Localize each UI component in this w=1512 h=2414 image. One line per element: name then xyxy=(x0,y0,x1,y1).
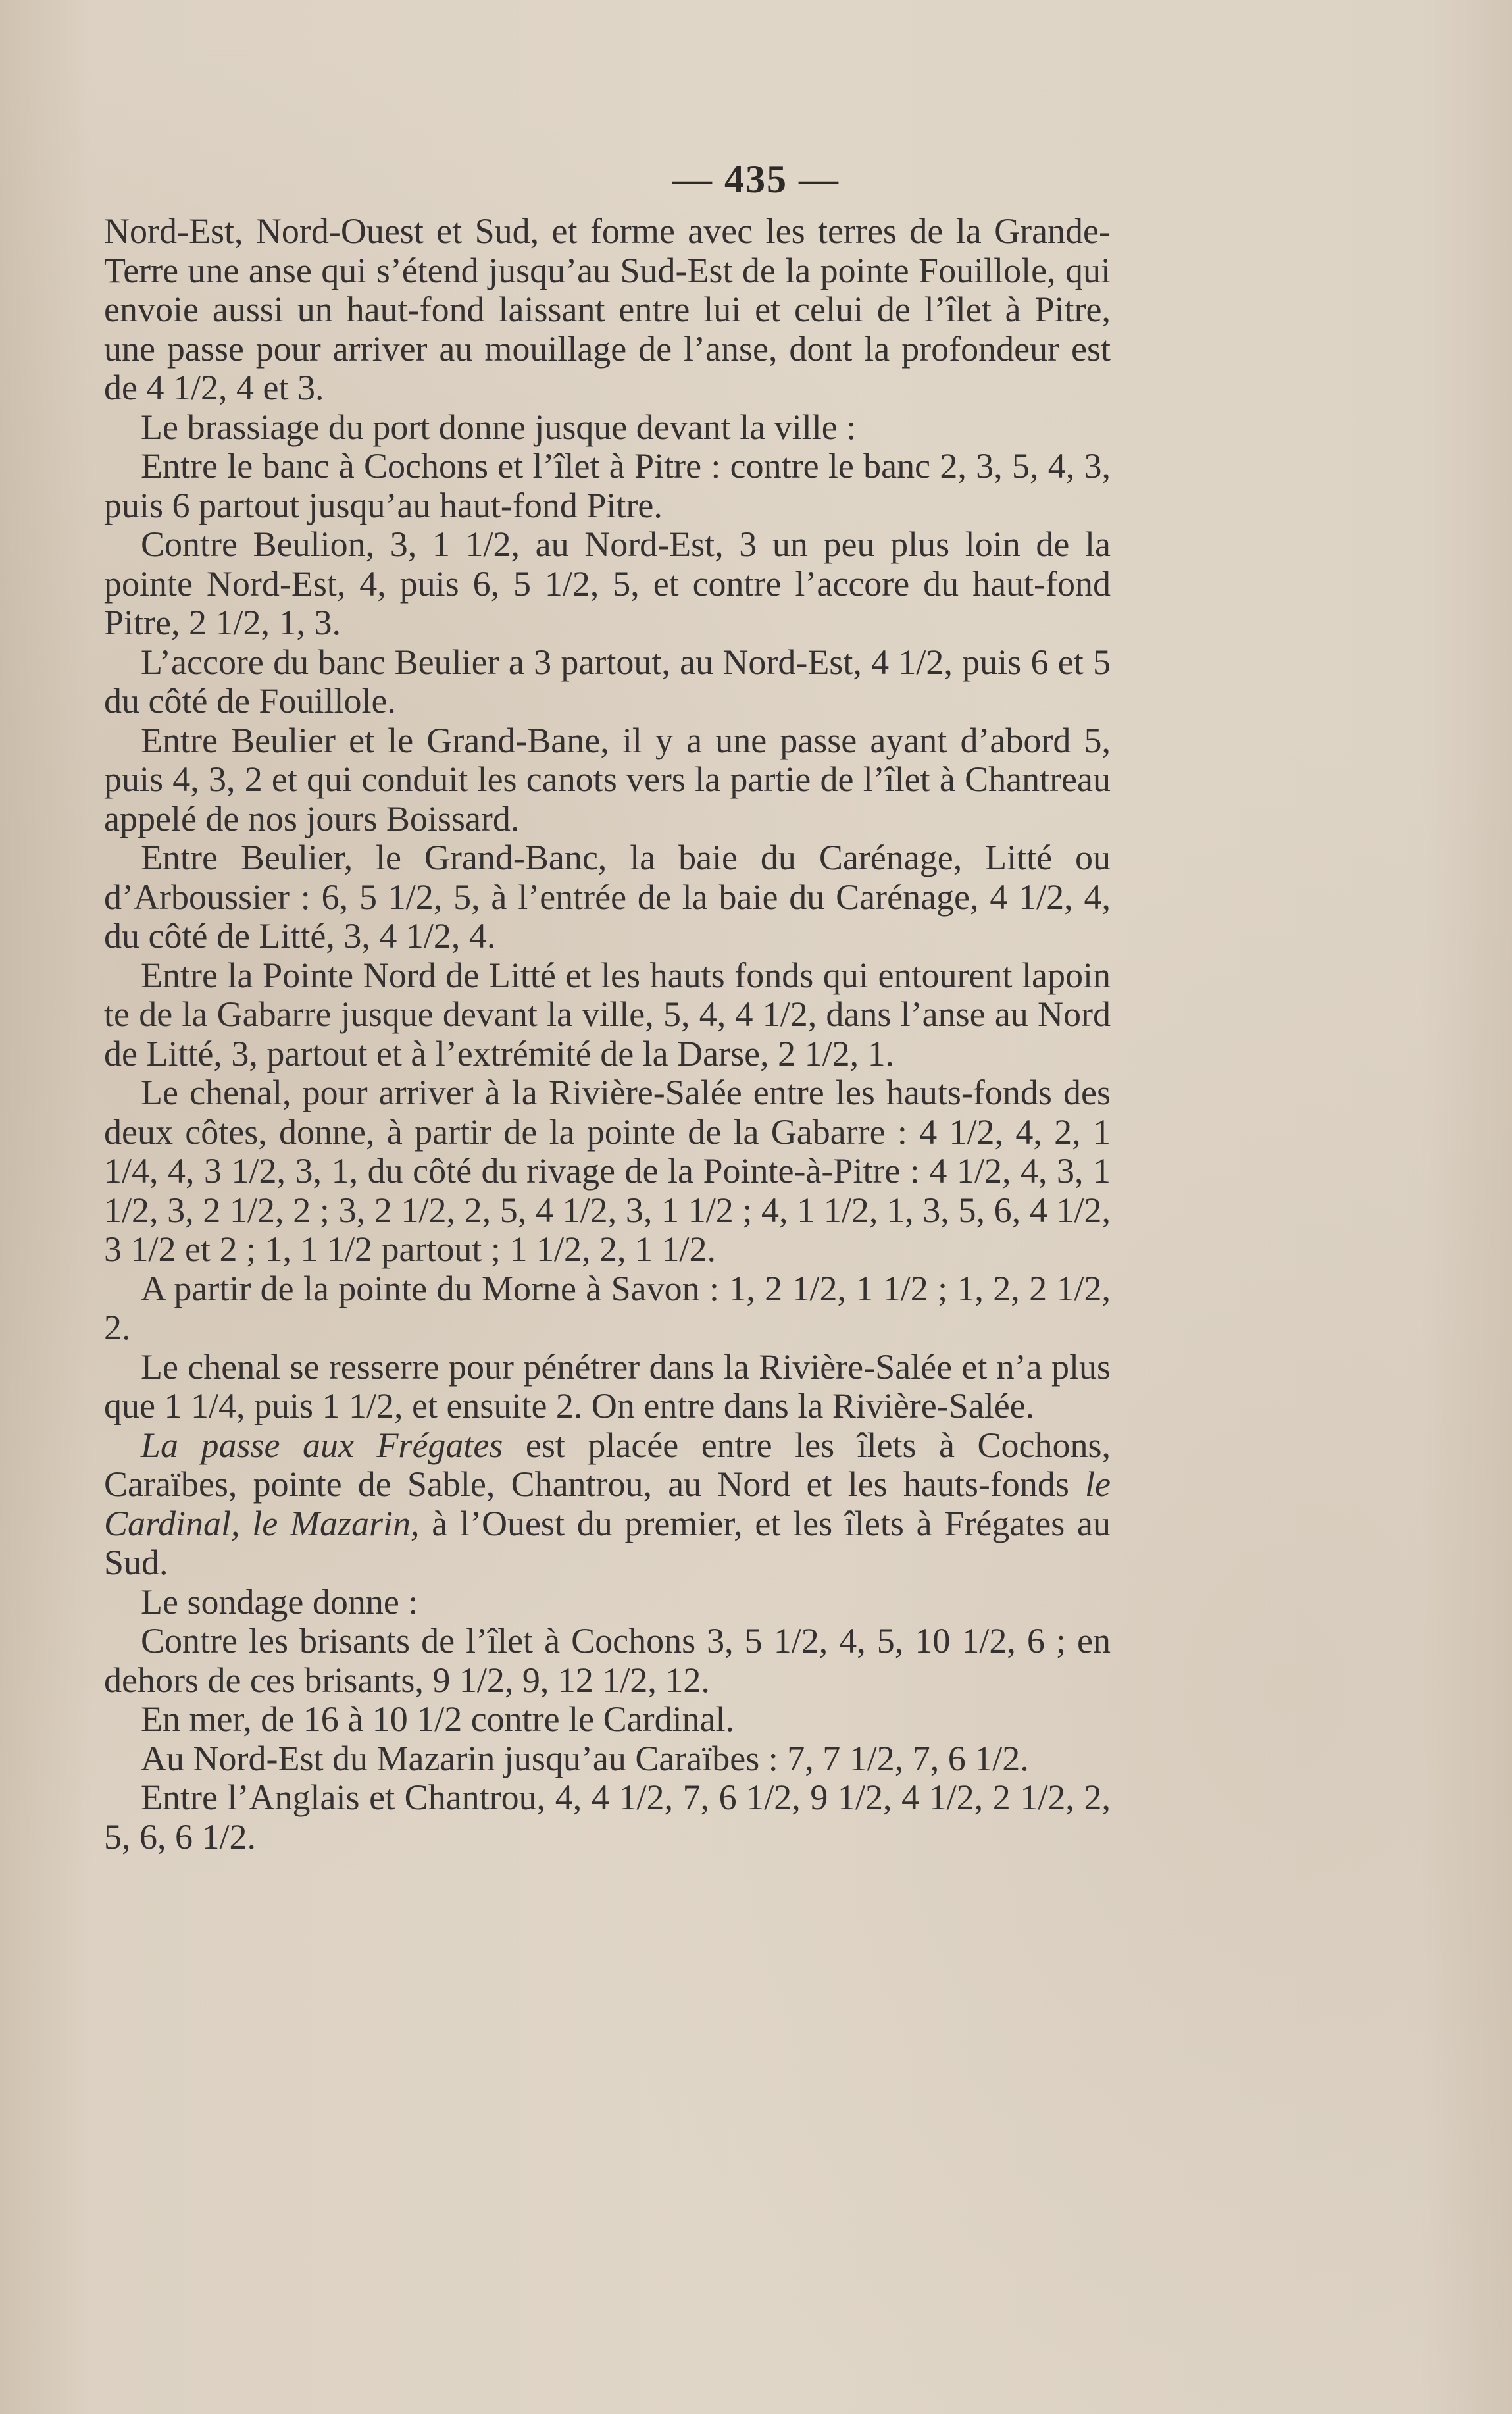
paragraph: Entre la Pointe Nord de Litté et les hauts fonds qui entourent lapoin te de la Gabarre jusque devant la ville, 5, 4, 4 1/2, dans l’anse au Nord de Litté, 3, partout et à l’extrémité de la Darse, 2 1/2, 1. xyxy=(104,955,1111,1073)
paragraph: Le sondage donne : xyxy=(141,1581,418,1622)
italic-term: La passe aux Frégates xyxy=(141,1425,503,1465)
paragraph-passe-aux-fregates xyxy=(104,1426,1111,1583)
paragraph: Entre Beulier, le Grand-Banc, la baie du Carénage, Litté ou d’Arboussier : 6, 5 1/2, 5, à l’entrée de la baie du Carénage, 4 1/2, 4, du côté de Litté, 3, 4 1/2, 4. xyxy=(104,838,1111,956)
paragraph: Le chenal se resserre pour pénétrer dans la Rivière-Salée et n’a plus que 1 1/4, puis 1 1/2, et ensuite 2. On entre dans la Rivière-Salée. xyxy=(104,1347,1111,1425)
paragraph: Le chenal, pour arriver à la Rivière-Salée entre les hauts-fonds des deux côtes, donne, à partir de la pointe de la Gabarre : 4 1/2, 4, 2, 1 1/4, 4, 3 1/2, 3, 1, du côté du rivage de la Pointe-à-Pitre : 4 1/2, 4, 3, 1 1/2, 3, 2 1/2, 2 ; 3, 2 1/2, 2, 5, 4 1/2, 3, 1 1/2 ; 4, 1 1/2, 1, 3, 5, 6, 4 1/2, 3 1/2 et 2 ; 1, 1 1/2 partout ; 1 1/2, 2, 1 1/2. xyxy=(104,1073,1111,1269)
page-number: — 435 — xyxy=(672,157,840,201)
paragraph: Contre Beulion, 3, 1 1/2, au Nord-Est, 3 un peu plus loin de la pointe Nord-Est, 4, puis 6, 5 1/2, 5, et contre l’accore du haut-fond Pitre, 2 1/2, 1, 3. xyxy=(104,525,1111,642)
paragraph: Nord-Est, Nord-Ouest et Sud, et forme avec les terres de la Grande-Terre une anse qui s’étend jusqu’au Sud-Est de la pointe Fouillole, qui envoie aussi un haut-fond laissant entre lui et celui de l’îlet à Pitre, une passe pour arriver au mouillage de l’anse, dont la profondeur est de 4 1/2, 4 et 3. xyxy=(104,211,1111,407)
paragraph-text: à l’Ouest du premier, et les îlets à Frégates au Sud. xyxy=(104,1503,1111,1582)
paragraph: Au Nord-Est du Mazarin jusqu’au Caraïbes : 7, 7 1/2, 7, 6 1/2. xyxy=(141,1738,1029,1778)
paragraph: Contre les brisants de l’îlet à Cochons 3, 5 1/2, 4, 5, 10 1/2, 6 ; en dehors de ces brisants, 9 1/2, 9, 12 1/2, 12. xyxy=(104,1621,1111,1700)
italic-term: le Cardinal, le Mazarin, xyxy=(104,1464,1111,1543)
paragraph: Le brassiage du port donne jusque devant la ville : xyxy=(141,407,857,447)
paragraph: En mer, de 16 à 10 1/2 contre le Cardinal. xyxy=(141,1699,735,1739)
paragraph: Entre Beulier et le Grand-Bane, il y a une passe ayant d’abord 5, puis 4, 3, 2 et qui conduit les canots vers la partie de l’îlet à Chantreau appelé de nos jours Boissard. xyxy=(104,720,1111,838)
paragraph: Entre l’Anglais et Chantrou, 4, 4 1/2, 7, 6 1/2, 9 1/2, 4 1/2, 2 1/2, 2, 5, 6, 6 1/2. xyxy=(104,1778,1111,1857)
paragraph: A partir de la pointe du Morne à Savon : 1, 2 1/2, 1 1/2 ; 1, 2, 2 1/2, 2. xyxy=(104,1268,1111,1347)
paragraph-text: est placée entre les îlets à Cochons, Caraïbes, pointe de Sable, Chantrou, au Nord et les hauts-fonds xyxy=(104,1425,1111,1504)
paragraph: Entre le banc à Cochons et l’îlet à Pitre : contre le banc 2, 3, 5, 4, 3, puis 6 partout jusqu’au haut-fond Pitre. xyxy=(104,446,1111,525)
body-text xyxy=(104,212,1111,1857)
paragraph: L’accore du banc Beulier a 3 partout, au Nord-Est, 4 1/2, puis 6 et 5 du côté de Fouillole. xyxy=(104,642,1111,721)
